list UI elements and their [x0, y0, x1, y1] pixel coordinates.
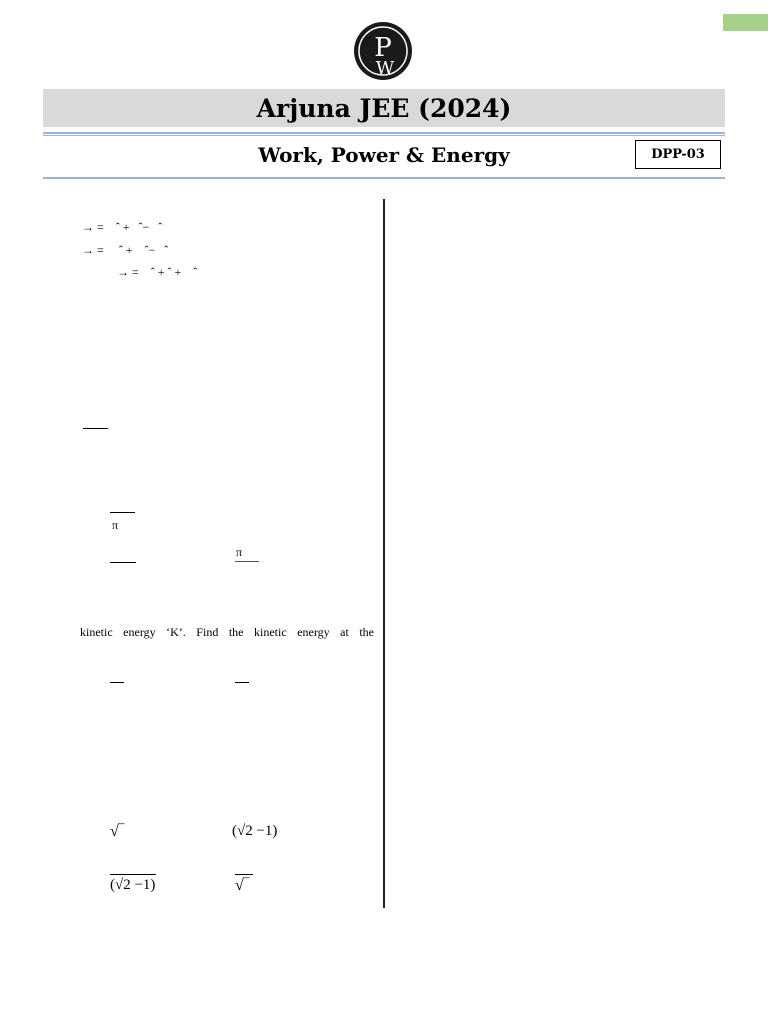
page-title: Arjuna JEE (2024) [256, 93, 512, 123]
option-sqrt-2: √‾ [235, 877, 250, 894]
column-divider [383, 199, 385, 908]
question-text: kinetic energy ‘K’. Find the kinetic energy at the [80, 625, 374, 639]
corner-tab [723, 14, 768, 31]
vector-expression-3: → = ˆ + ˆ + ˆ [117, 265, 198, 279]
chapter-title-text: Work, Power & Energy [258, 143, 510, 167]
fraction-bar [83, 428, 108, 429]
chapter-title [43, 139, 725, 171]
vector-expression-2: → = ˆ + ˆ− ˆ [82, 243, 169, 257]
fraction-bar [235, 682, 249, 683]
fraction-bar [110, 874, 156, 875]
logo-text: P [374, 33, 392, 63]
dpp-code: DPP-03 [651, 147, 705, 162]
option-sqrt-1: √‾ [110, 823, 125, 840]
title-band [43, 89, 725, 127]
fraction-bar [110, 562, 136, 563]
top-rule-thin [43, 135, 725, 136]
fraction-bar [110, 682, 124, 683]
fraction-bar [235, 874, 253, 875]
pi-symbol: π [236, 545, 243, 559]
pw-logo [353, 18, 413, 84]
bottom-rule [43, 177, 725, 179]
fraction-bar [235, 561, 259, 562]
pi-symbol: π [112, 518, 119, 532]
option-sqrt2-minus-1-a: (√2 −1) [232, 823, 278, 839]
fraction-bar [110, 512, 135, 513]
option-sqrt2-minus-1-b: (√2 −1) [110, 877, 156, 893]
top-rule [43, 132, 725, 134]
vector-expression-1: → = ˆ + ˆ− ˆ [82, 220, 163, 234]
svg-text:W: W [375, 58, 395, 79]
dpp-badge [635, 140, 721, 169]
